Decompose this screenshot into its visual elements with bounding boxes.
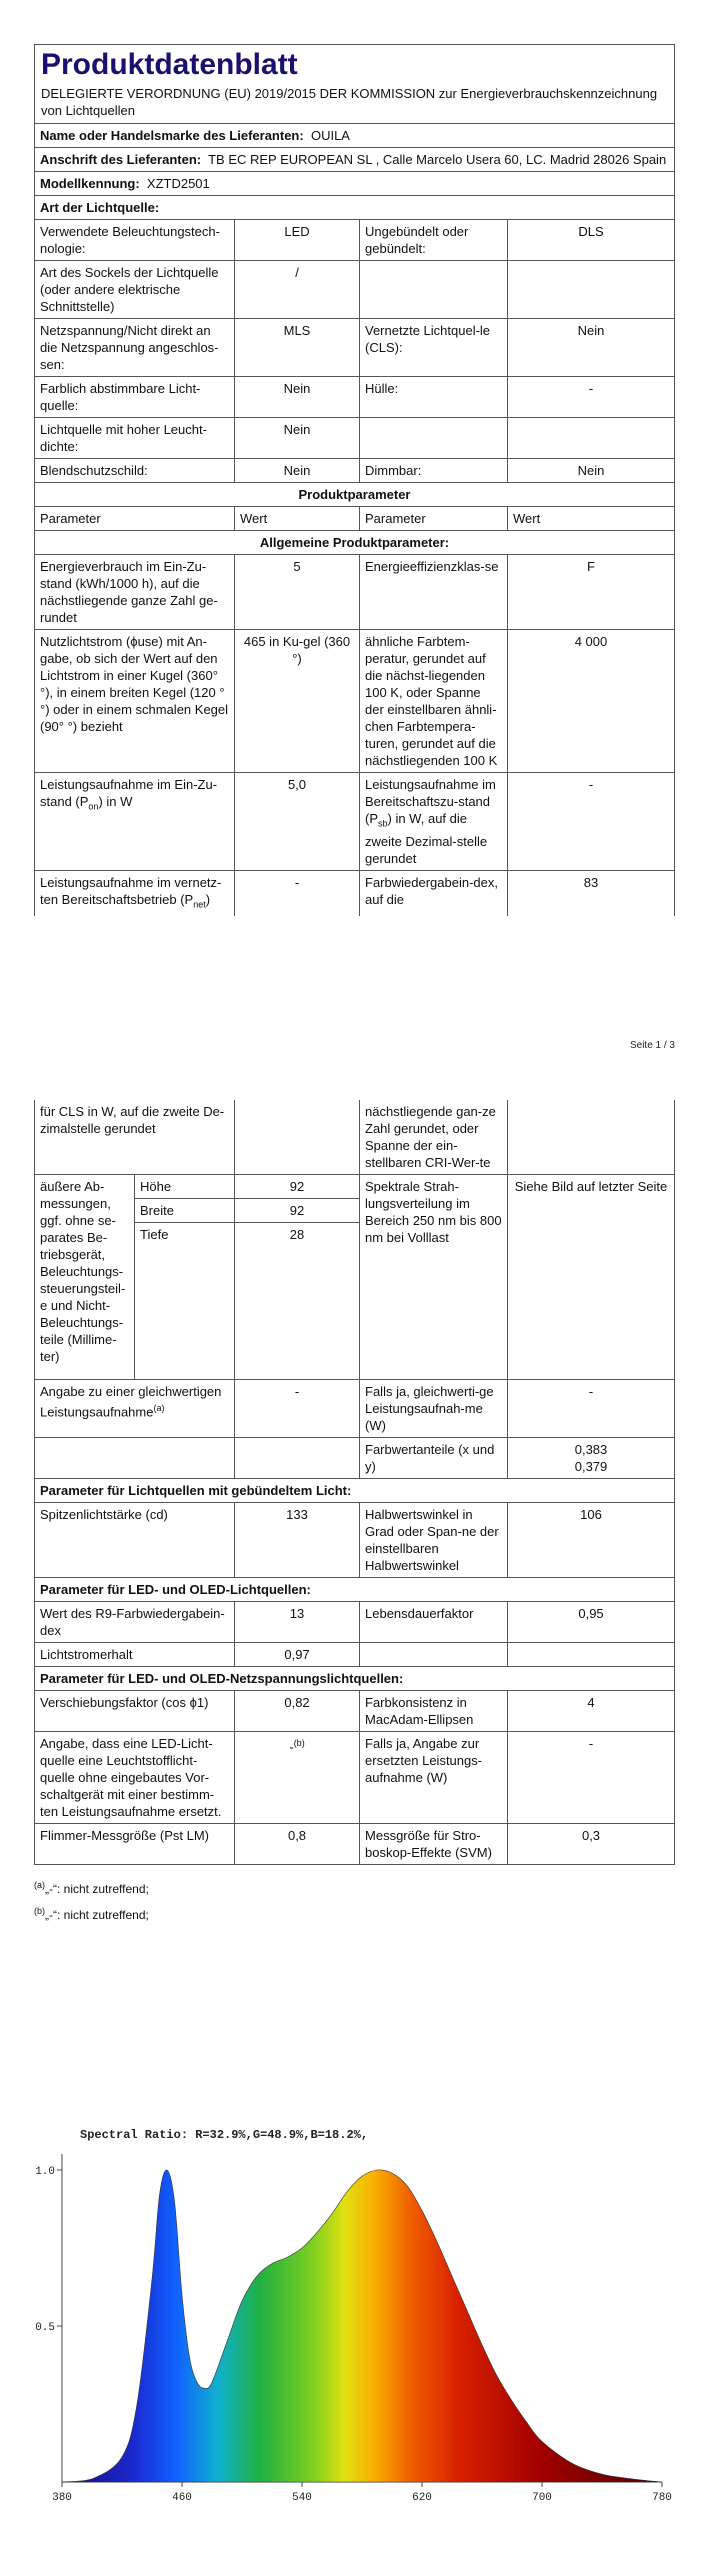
datasheet-page-1	[34, 44, 674, 916]
luminous-flux-value: 465 in Ku-gel (360 °)	[235, 630, 360, 773]
luminous-flux-label: Nutzlichtstrom (ϕuse) mit An-gabe, ob sich der Wert auf den Lichtstrom in einer Kugel (360° °), in einem breiten Kegel (120 °°) oder in einem schmalen Kegel (90° °) bezieht	[35, 630, 235, 773]
envelope-label: Hülle:	[360, 377, 508, 418]
colour-consistency-value: 4	[508, 1691, 675, 1732]
survival-factor-label: Lebensdauerfaktor	[360, 1602, 508, 1643]
energy-class-label: Energieeffizienzklas-se	[360, 555, 508, 630]
spectrum-title: Spectral Ratio: R=32.9%,G=48.9%,B=18.2%,	[80, 2128, 369, 2142]
peak-intensity-value: 133	[235, 1503, 360, 1578]
footnote-a: $^{(a)}$„-“: nicht zutreffend;	[34, 1880, 149, 1896]
depth-value: 28	[235, 1223, 360, 1380]
stroboscopic-label: Messgröße für Stro-boskop-Effekte (SVM)	[360, 1824, 508, 1865]
high-luminance-value: Nein	[235, 418, 360, 459]
bundled-light-heading: Parameter für Lichtquellen mit gebündeltem Licht:	[35, 1479, 675, 1503]
spectrum-svg	[30, 2120, 680, 2520]
mains-label: Netzspannung/Nicht direkt an die Netzspannung angeschlos-sen:	[35, 319, 235, 377]
flicker-value: 0,8	[235, 1824, 360, 1865]
glare-shield-value: Nein	[235, 459, 360, 483]
page-title: Produktdatenblatt	[41, 48, 298, 81]
envelope-value: -	[508, 377, 675, 418]
bundled-label: Ungebündelt oder gebündelt:	[360, 220, 508, 261]
datasheet-page-2	[34, 1100, 674, 1923]
page-number: Seite 1 / 3	[629, 1040, 675, 1051]
on-mode-power-value: 5,0	[235, 773, 360, 871]
cct-value: 4 000	[508, 630, 675, 773]
r9-label: Wert des R9-Farbwiedergabein-dex	[35, 1602, 235, 1643]
depth-label: Tiefe	[135, 1223, 235, 1380]
glare-shield-label: Blendschutzschild:	[35, 459, 235, 483]
lumen-maintenance-label: Lichtstromerhalt	[35, 1643, 235, 1667]
high-luminance-label: Lichtquelle mit hoher Leucht-dichte:	[35, 418, 235, 459]
technology-label: Verwendete Beleuchtungstech-nologie:	[35, 220, 235, 261]
regulation-text: DELEGIERTE VERORDNUNG (EU) 2019/2015 DER KOMMISSION zur Energieverbrauchskennzeichnung von Lichtquellen	[41, 86, 658, 118]
power-factor-value: 0,82	[235, 1691, 360, 1732]
cct-label: ähnliche Farbtem-peratur, gerundet auf die nächst-liegenden 100 K, oder Spanne der einstellbaren ähnli-chen Farbtempera-turen, gerundet auf die nächstliegenden 100 K	[360, 630, 508, 773]
dimmable-label: Dimmbar:	[360, 459, 508, 483]
width-label: Breite	[135, 1199, 235, 1223]
on-mode-power-label: Leistungsaufnahme im Ein-Zu-stand $(P_{on})$ in W	[35, 773, 235, 871]
x-tick-label: 380	[52, 2492, 72, 2504]
general-parameters-heading: Allgemeine Produktparameter:	[35, 531, 675, 555]
standby-power-label: Leistungsaufnahme im Bereitschaftszu-stand $(P_{sb})$ in W, auf die zweite Dezimal-stelle gerundet	[360, 773, 508, 871]
height-label: Höhe	[135, 1175, 235, 1199]
tunable-value: Nein	[235, 377, 360, 418]
height-value: 92	[235, 1175, 360, 1199]
spectrum-area	[62, 2170, 662, 2482]
energy-consumption-label: Energieverbrauch im Ein-Zu-stand (kWh/1000 h), auf die nächstliegende ganze Zahl ge-rundet	[35, 555, 235, 630]
cri-label-cont: nächstliegende gan-ze Zahl gerundet, oder Spanne der ein-stellbaren CRI-Wer-te	[360, 1100, 508, 1175]
x-tick-label: 700	[532, 2492, 552, 2504]
equivalent-power-w-label: Falls ja, gleichwerti-ge Leistungsaufnah-me (W)	[360, 1380, 508, 1438]
y-tick-label: 0.5	[35, 2322, 55, 2334]
lumen-maintenance-value: 0,97	[235, 1643, 360, 1667]
stroboscopic-value: 0,3	[508, 1824, 675, 1865]
address-label: Anschrift des Lieferanten:	[40, 152, 202, 167]
networked-standby-label: Leistungsaufnahme im vernetz-ten Bereitschaftsbetrieb $(P_{net})$	[35, 870, 235, 916]
r9-value: 13	[235, 1602, 360, 1643]
x-tick-label: 460	[172, 2492, 192, 2504]
cri-value: 83	[508, 870, 675, 916]
peak-intensity-label: Spitzenlichtstärke (cd)	[35, 1503, 235, 1578]
beam-angle-label: Halbwertswinkel in Grad oder Span-ne der einstellbaren Halbwertswinkel	[360, 1503, 508, 1578]
colour-consistency-label: Farbkonsistenz in MacAdam-Ellipsen	[360, 1691, 508, 1732]
col-parameter-2: Parameter	[360, 507, 508, 531]
networked-standby-label-cont: für CLS in W, auf die zweite De-zimalstelle gerundet	[35, 1100, 235, 1175]
col-value: Wert	[235, 507, 360, 531]
networked-standby-value: -	[235, 870, 360, 916]
width-value: 92	[235, 1199, 360, 1223]
survival-factor-value: 0,95	[508, 1602, 675, 1643]
col-parameter: Parameter	[35, 507, 235, 531]
supplier-name-label: Name oder Handelsmarke des Lieferanten:	[40, 128, 304, 143]
beam-angle-value: 106	[508, 1503, 675, 1578]
product-parameters-heading: Produktparameter	[35, 483, 675, 507]
replacement-value: -$^{(b)}$	[235, 1732, 360, 1824]
dimensions-label: äußere Ab-messungen, ggf. ohne se-parates Be-triebsgerät, Beleuchtungs-steuerungsteil-e und Nicht-Beleuchtungs-teile (Millime-ter)	[35, 1175, 135, 1380]
chromaticity-value: 0,383 0,379	[508, 1438, 675, 1479]
equivalent-power-label: Angabe zu einer gleichwertigen Leistungsaufnahme$^{(a)}$	[35, 1380, 235, 1438]
standby-power-value: -	[508, 773, 675, 871]
technology-value: LED	[235, 220, 360, 261]
supplier-address: TB EC REP EUROPEAN SL , Calle Marcelo Usera 60, LC. Madrid 28026 Spain	[208, 152, 667, 167]
dimmable-value: Nein	[508, 459, 675, 483]
equivalent-power-value: -	[235, 1380, 360, 1438]
supplier-name: OUILA	[310, 128, 350, 143]
x-tick-label: 620	[412, 2492, 432, 2504]
spectral-distribution-value: Siehe Bild auf letzter Seite	[508, 1175, 675, 1380]
cri-label: Farbwiedergabein-dex, auf die	[360, 870, 508, 916]
x-tick-label: 540	[292, 2492, 312, 2504]
flicker-label: Flimmer-Messgröße (Pst LM)	[35, 1824, 235, 1865]
led-oled-heading: Parameter für LED- und OLED-Lichtquellen:	[35, 1578, 675, 1602]
replaced-power-label: Falls ja, Angabe zur ersetzten Leistungs-aufnahme (W)	[360, 1732, 508, 1824]
led-mains-heading: Parameter für LED- und OLED-Netzspannungslichtquellen:	[35, 1667, 675, 1691]
cls-value: Nein	[508, 319, 675, 377]
col-value-2: Wert	[508, 507, 675, 531]
model-id: XZTD2501	[146, 176, 210, 191]
power-factor-label: Verschiebungsfaktor (cos ϕ1)	[35, 1691, 235, 1732]
energy-consumption-value: 5	[235, 555, 360, 630]
x-tick-label: 780	[652, 2492, 672, 2504]
footnote-b: $^{(b)}$„-“: nicht zutreffend;	[34, 1906, 149, 1922]
equivalent-power-w-value: -	[508, 1380, 675, 1438]
spectrum-chart	[30, 2120, 680, 2520]
bundled-value: DLS	[508, 220, 675, 261]
socket-label: Art des Sockels der Lichtquelle (oder andere elektrische Schnittstelle)	[35, 261, 235, 319]
energy-class-value: F	[508, 555, 675, 630]
socket-value: /	[235, 261, 360, 319]
model-label: Modellkennung:	[40, 176, 140, 191]
spectral-distribution-label: Spektrale Strah-lungsverteilung im Bereich 250 nm bis 800 nm bei Volllast	[360, 1175, 508, 1380]
mains-value: MLS	[235, 319, 360, 377]
chromaticity-label: Farbwertanteile (x und y)	[360, 1438, 508, 1479]
y-tick-label: 1.0	[35, 2166, 55, 2178]
tunable-label: Farblich abstimmbare Licht-quelle:	[35, 377, 235, 418]
light-source-type-heading: Art der Lichtquelle:	[35, 196, 675, 220]
replaced-power-value: -	[508, 1732, 675, 1824]
replacement-label: Angabe, dass eine LED-Licht-quelle eine Leuchtstofflicht-quelle ohne eingebautes Vor-schaltgerät mit einer bestimm-ten Leistungsaufnahme ersetzt.	[35, 1732, 235, 1824]
cls-label: Vernetzte Lichtquel-le (CLS):	[360, 319, 508, 377]
